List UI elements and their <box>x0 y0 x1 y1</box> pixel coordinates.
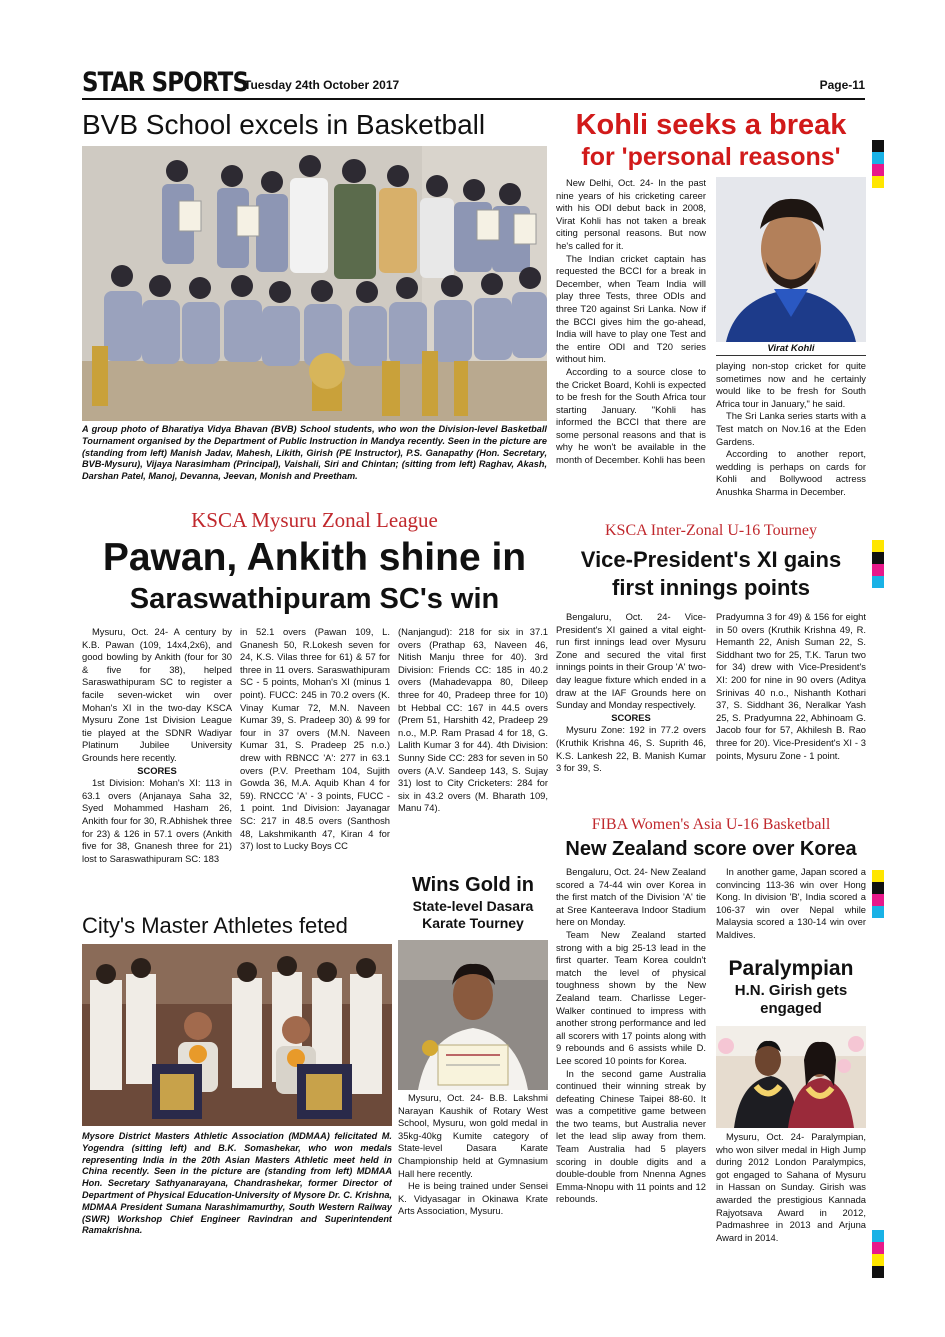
reg-magenta <box>872 894 884 906</box>
para-article <box>716 1131 866 1261</box>
paragraph: playing non-stop cricket for quite sometimes now and he certainly would like to be fresh for South Africa tour in January," he said. <box>716 360 866 409</box>
page-number: Page-11 <box>819 78 865 92</box>
ksca-article-col2 <box>240 626 390 908</box>
reg-magenta <box>872 564 884 576</box>
fiba-article-col1 <box>556 866 706 1260</box>
scores-label: SCORES <box>611 711 651 723</box>
issue-date: Tuesday 24th October 2017 <box>244 78 400 92</box>
paragraph: Mysuru, Oct. 24- A century by K.B. Pawan (109, 14x4,2x6), and good bowling by Ankith (four for 30 & five for 38), helped Saraswathipuram SC to register a facile seven-wicket win over Mohan's XI in the two-day KSCA Mysuru Zone 1st Division League tie played at the SDNR Wadiyar Platinum Jubilee University Grounds here recently. <box>82 626 232 763</box>
ksca-headline-line2: Saraswathipuram SC's win <box>129 583 500 615</box>
reg-cyan <box>872 152 884 164</box>
reg-yellow <box>872 540 884 552</box>
reg-cyan <box>872 906 884 918</box>
paragraph: New Delhi, Oct. 24- In the past nine years of his cricketing career with his ODI debut back in 2008, Virat Kohli has not taken a break citing personal reasons. But now he's called for it. <box>556 177 706 251</box>
registration-marks-top <box>872 140 884 188</box>
karate-article <box>398 1092 548 1262</box>
para-subhead: H.N. Girish gets engaged <box>734 982 848 1017</box>
paragraph: Mysuru, Oct. 24- B.B. Lakshmi Narayan Kaushik of Rotary West School, Mysuru, won gold medal in 35kg-40kg Kumite category of State-level Dasara Karate Championship held at Gymnasium Hall here recently. <box>398 1092 548 1179</box>
bvb-headline: BVB School excels in Basketball <box>82 109 486 140</box>
ksca-article-col1 <box>82 626 232 908</box>
paragraph: Pradyumna 3 for 49) & 156 for eight in 50 overs (Kruthik Krishna 49, R. Hemanth 22, Anish Suman 22, S. Siddhant two for 25, T.K. Tarun two for 34) drew with Vice-President's XI: 200 for nine in 90 overs (Aditya Srinivas 40 n.o., Nishanth Kothari 37, S. Siddhant 36, Neralkar Yash 25, S. Pradyumna 22, Abhinoam G. Jacob four for 57, Akhilesh B. Rao three for 20). Vice-President's XI - 3 points, Mysuru Zone - 1 point. <box>716 611 866 761</box>
para-photo <box>716 1026 866 1128</box>
ksca-headline-line1: Pawan, Ankith shine in <box>102 536 527 579</box>
kohli-headline <box>556 108 866 172</box>
registration-marks-bottom <box>872 1230 884 1278</box>
reg-yellow <box>872 176 884 188</box>
fiba-headline: New Zealand score over Korea <box>565 838 857 860</box>
reg-yellow <box>872 1254 884 1266</box>
reg-cyan <box>872 576 884 588</box>
paragraph: The Indian cricket captain has requested the BCCI for a break in December, when Team India will play three Tests, three ODIs and three T20 against Sri Lanka. Now if the BCCI gives him the go-ahead, India will have to play one Test and the entire ODI and T20 series without him. <box>556 252 706 365</box>
reg-black <box>872 552 884 564</box>
kohli-article-col1 <box>556 177 706 515</box>
reg-magenta <box>872 1242 884 1254</box>
masters-photo-caption: Mysore District Masters Athletic Association (MDMAA) felicitated M. Yogendra (sitting left) and B.K. Somashekar, who won medals representing India in the 20th Asian Masters Athletic meet held in China recently. Seen in the picture are (standing from left) MDMAA Hon. Secretary Sathyanarayana, Chandrashekar, former Director of Department of Physical Education-University of Mysore Dr. C. Krishna, MDMAA President Sumana Narashimamurthy, South Western Railway (SWR) Workshop Chief Engineer Ravindran and Superintendent Ramakrishna. <box>82 1131 392 1236</box>
paragraph: Bengaluru, Oct. 24- New Zealand scored a 74-44 win over Korea in the first match of the Division 'A' tie at Sree Kanteerava Indoor Stadium here on Monday. <box>556 866 706 928</box>
kohli-headline-line1: Kohli seeks a break <box>575 109 847 141</box>
paragraph: In the second game Australia continued their winning streak by defeating Chinese Taipei 88-60. It was a competitive game between the two teams, but Australia never let the lead slip away from them. Team Australia had 5 players scoring in double digits and a double-double from Nnenna Agnes Emma-Nnopu with 11 points and 12 rebounds. <box>556 1067 706 1205</box>
paragraph: Mysuru Zone: 192 in 77.2 overs (Kruthik Krishna 46, S. Suprith 46, K.S. Lankesh 22, B. Manish Kumar 3 for 39, S. <box>556 724 706 774</box>
karate-photo <box>398 940 548 1090</box>
reg-cyan <box>872 1230 884 1242</box>
paragraph: Mysuru, Oct. 24- Paralympian, who won silver medal in High Jump during 2012 London Paralympics, got engaged to Sahana of Mysuru in Hassan on Sunday. Girish was awarded the prestigious Kannada Rajyotsava Award in 2012, Padmashree in 2013 and Arjuna Award in 2014. <box>716 1131 866 1243</box>
paragraph: Bengaluru, Oct. 24- Vice-President's XI gained a vital eight-run first innings lead over Mysuru Zone and secured the vital first innings points in their Group 'A' two-day league fixture which ended in a draw at the IAF Grounds here on Sunday and Monday respectively. <box>556 611 706 711</box>
registration-marks-lower <box>872 870 884 918</box>
kohli-photo <box>716 177 866 342</box>
paragraph: Team New Zealand started strong with a big 25-13 lead in the first quarter. Team Korea couldn't match the level of physical toughness shown by the New Zealand team. Charlisse Leger-Walker continued to impress with another strong performance and led all scorers with 17 points along with 9 rebounds and 6 assists while D. Lee scored 10 points for Korea. <box>556 928 706 1066</box>
ksca-headline <box>82 535 547 617</box>
reg-yellow <box>872 870 884 882</box>
paragraph: in 52.1 overs (Pawan 109, L. Gnanesh 50, R.Lokesh seven for 24, K.S. Vilas three for 61) & 57 for three in 11 overs. Saraswathipuram SC - 5 points, Mohan's XI (minus 1 point). FUCC: 245 in 70.2 overs (K. Vinay Kumar 72, M.N. Naveen Kumar 39, S. Pradeep 30) & 99 for four in 37 overs (M.N. Naveen Kumar 31, S. Pradeep 25 n.o.) drew with RBNCC 'A': 277 in 63.1 overs (P.V. Preetham 104, Sujith Gowda 36, M.A. Aquib Khan 4 for 59). RNCCC 'A' - 3 points, FUCC - 1 point. 1nd Division: Jayanagar SC: 217 in 48.5 overs (Santhosh 48, Lakshmikanth 47, Kiran 4 for 37) lost to Lucky Boys CC <box>240 626 390 852</box>
paragraph: According to a source close to the Cricket Board, Kohli is expected to be fresh for the South Africa tour starting January. "Kohli has informed the BCCI that there are some personal reasons and that is why he won't be available in the month of December. Kohli has been <box>556 365 706 466</box>
reg-black <box>872 882 884 894</box>
ksca-kicker: KSCA Mysuru Zonal League <box>191 508 438 532</box>
ksca-article-col3 <box>398 626 548 868</box>
u16-headline-line1: Vice-President's XI gains <box>580 547 842 572</box>
fiba-kicker: FIBA Women's Asia U-16 Basketball <box>591 816 831 833</box>
bvb-photo-caption: A group photo of Bharatiya Vidya Bhavan (BVB) School students, who won the Division-level Basketball Tournament organised by the Department of Public Instruction in Mandya recently. Seen in the picture are (standing from left) Manish Jadav, Mahesh, Likith, Girish (PE Instructor), P.S. Ganapathy (Hon. Secretary, BVB-Mysuru), Vijaya Narasimham (Principal), Vaishali, Siri and Chintan; (sitting from left) Raghav, Akash, Darshan Patel, Manoj, Devanna, Jeevan, Monish and Preetham. <box>82 424 547 482</box>
reg-black <box>872 1266 884 1278</box>
karate-heading <box>398 872 548 932</box>
reg-magenta <box>872 164 884 176</box>
paragraph: He is being trained under Sensei K. Vidyasagar in Okinawa Krate Arts Association, Mysuru. <box>398 1180 548 1217</box>
paragraph: 1st Division: Mohan's XI: 113 in 63.1 overs (Anjanaya Saha 32, Syed Mohammed Hasham 26, Ankith four for 30, R.Abhishek three for 23) & 126 in 57.1 overs (Ankith five for 38, Gnanesh three for 21) lost to Saraswathipuram SC: 183 <box>82 777 232 864</box>
paragraph: (Nanjangud): 218 for six in 37.1 overs (Prathap 63, Naveen 46, Nitish Manju three for 40). 3rd Division: Friends CC: 185 in 40.2 overs (Mahadevappa 80, Dileep three for 40, Pradeep three for 10) bt Hebbal CC: 167 in 44.5 overs (Prem 51, Harshith 42, Pradeep 29 n.o., M.P. Ram Prasad 4 for 18, G. Lalith Kumar 3 for 44). 4th Division: Sunny Side CC: 283 for seven in 50 overs (A.V. Sandeep 143, S. Sujay 31) lost to City Cricketers: 284 for six in 43.2 overs (M. Bharath 109, Manu 74). <box>398 626 548 814</box>
para-headline: Paralympian <box>728 957 854 980</box>
u16-kicker: KSCA Inter-Zonal U-16 Tourney <box>604 522 817 539</box>
para-heading <box>716 956 866 1018</box>
karate-subhead: State-level Dasara Karate Tourney <box>412 898 534 931</box>
reg-black <box>872 140 884 152</box>
u16-article-col1 <box>556 611 706 811</box>
masthead <box>82 66 865 100</box>
kohli-photo-caption: Virat Kohli <box>716 342 866 356</box>
masters-photo <box>82 944 392 1126</box>
paragraph: The Sri Lanka series starts with a Test match on Nov.16 at the Eden Gardens. <box>716 410 866 447</box>
u16-article-col2 <box>716 611 866 811</box>
masters-headline: City's Master Athletes feted <box>82 913 348 938</box>
kohli-headline-line2: for 'personal reasons' <box>581 143 841 171</box>
u16-headline-line2: first innings points <box>612 575 810 600</box>
bvb-team-photo <box>82 146 547 421</box>
registration-marks-mid <box>872 540 884 588</box>
paragraph: According to another report, wedding is perhaps on cards for Kohli and Bollywood actress Anushka Sharma in December. <box>716 448 866 497</box>
paragraph: In another game, Japan scored a convincing 113-36 win over Hong Kong. In division 'B', India scored a 106-37 win over Nepal while Malaysia scored a 130-14 win over Maldives. <box>716 866 866 940</box>
karate-headline: Wins Gold in <box>411 874 535 896</box>
u16-headline <box>556 546 866 602</box>
scores-label: SCORES <box>137 764 177 776</box>
brand-logo: STAR SPORTS <box>82 67 249 98</box>
fiba-article-col2 <box>716 866 866 954</box>
kohli-article-col2 <box>716 360 866 515</box>
